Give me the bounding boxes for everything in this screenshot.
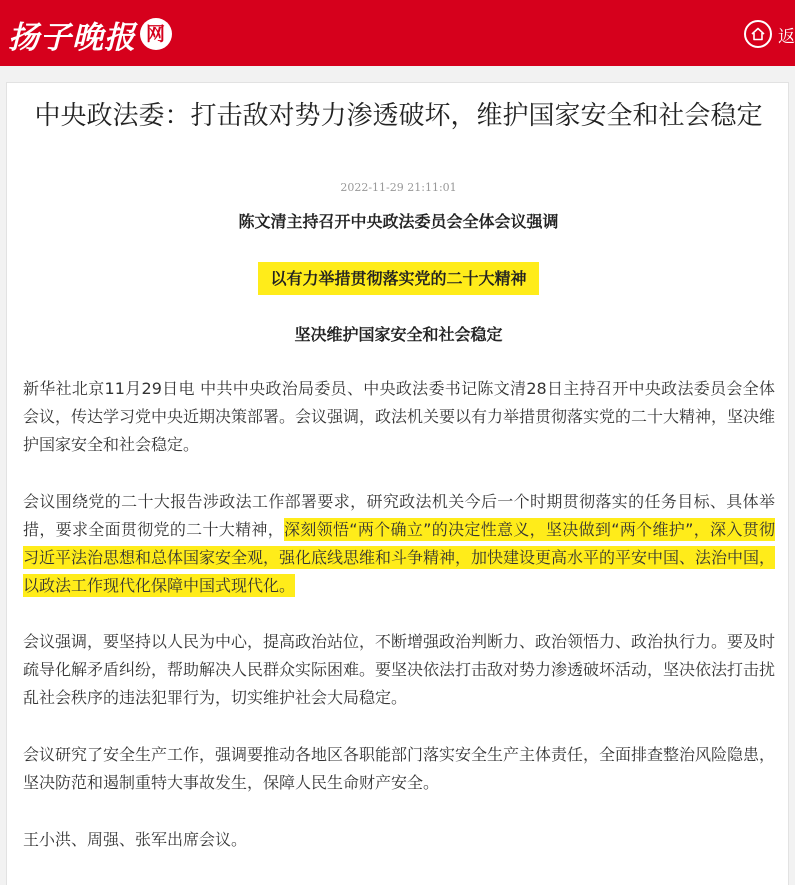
logo-text: 扬子晚报 xyxy=(8,19,136,56)
paragraph-3: 会议强调，要坚持以人民为中心，提高政治站位，不断增强政治判断力、政治领悟力、政治执行力。要及时疏导化解矛盾纠纷，帮助解决人民群众实际困难。要坚决依法打击敌对势力渗透破坏活动，坚决依法打击扰乱社会秩序的违法犯罪行为，切实维护社会大局稳定。 xyxy=(23,632,776,707)
paragraph-4: 会议研究了安全生产工作，强调要推动各地区各职能部门落实安全生产主体责任，全面排查整治风险隐患，坚决防范和遏制重特大事故发生，保障人民生命财产安全。 xyxy=(23,745,776,792)
paragraph-5: 王小洪、周强、张军出席会议。 xyxy=(23,830,248,849)
subtitle-2 xyxy=(7,268,790,290)
article-title: 中央政法委：打击敌对势力渗透破坏，维护国家安全和社会稳定 xyxy=(34,101,763,131)
site-logo[interactable] xyxy=(8,14,172,54)
subtitle-1-text: 陈文清主持召开中央政法委员会全体会议强调 xyxy=(238,212,559,231)
paragraph-2 xyxy=(23,488,775,600)
logo-badge: 网 xyxy=(140,18,172,50)
paragraph-2-text: 会议围绕党的二十大报告涉政法工作部署要求，研究政法机关今后一个时期贯彻落实的任务目标、具体举措，要求全面贯彻党的二十大精神， xyxy=(23,492,775,539)
back-label: 返 xyxy=(778,26,795,47)
subtitle-3 xyxy=(7,324,790,346)
paragraph-1: 新华社北京11月29日电 中共中央政治局委员、中央政法委书记陈文清28日主持召开中央政法委员会全体会议，传达学习党中央近期决策部署。会议强调，政法机关要以有力举措贯彻落实党的二十大精神，坚决维护国家安全和社会稳定。 xyxy=(23,379,776,454)
publish-time: 2022-11-29 21:11:01 xyxy=(340,181,457,194)
subtitle-3-text: 坚决维护国家安全和社会稳定 xyxy=(294,325,503,344)
article-card xyxy=(6,82,789,885)
paragraph-2-highlight: 深刻领悟“两个确立”的决定性意义，坚决做到“两个维护”，深入贯彻习近平法治思想和总体国家安全观，强化底线思维和斗争精神，加快建设更高水平的平安中国、法治中国，以政法工作现代化保障中国式现代化。 xyxy=(23,520,776,595)
subtitle-1 xyxy=(7,211,790,233)
home-icon xyxy=(744,20,772,48)
home-back-link[interactable] xyxy=(744,20,795,48)
subtitle-2-text: 以有力举措贯彻落实党的二十大精神 xyxy=(258,262,538,295)
top-bar xyxy=(0,0,795,66)
